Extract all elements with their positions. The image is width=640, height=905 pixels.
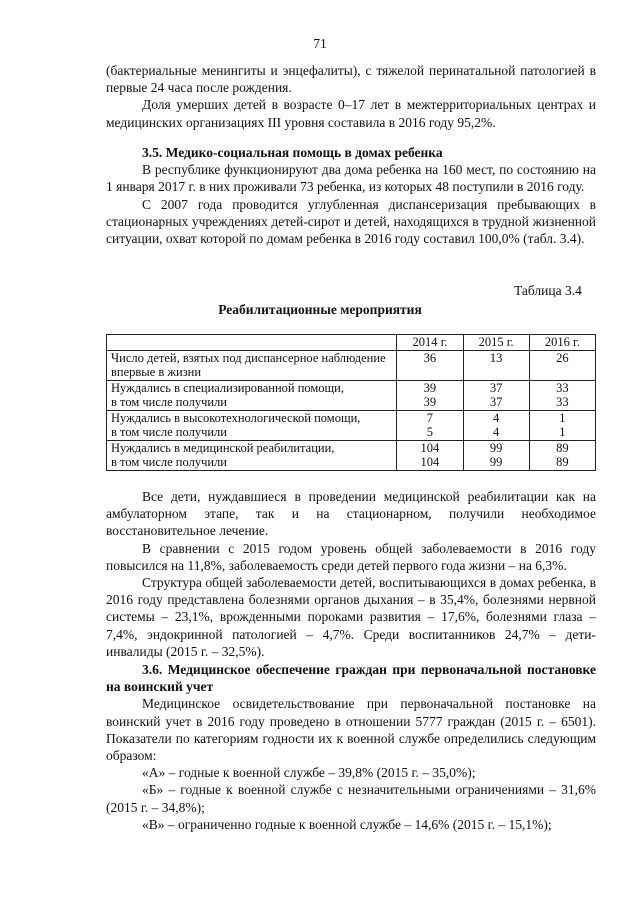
value-sub: 33 <box>556 395 569 409</box>
value-main: 33 <box>556 380 569 395</box>
cell-2014: 36 <box>397 350 463 380</box>
section-3-6-paragraph-1: Медицинское освидетельствование при первоначальной постановке на воинский учет в 2016 году проведено в отношении 5777 граждан (2015 г. – 6501). Показатели по категориям годности их к военной службе определились следующим образом: <box>106 696 596 764</box>
cell-2016: 26 <box>529 350 595 380</box>
row-label-main: Нуждались в высокотехнологической помощи, <box>111 410 361 425</box>
intro-paragraph-2: Доля умерших детей в возрасте 0–17 лет в межтерриториальных центрах и медицинских организациях III уровня составила в 2016 году 95,2%. <box>106 97 596 130</box>
rehabilitation-table <box>106 334 596 471</box>
category-v-item: «В» – ограниченно годные к военной службе – 14,6% (2015 г. – 15,1%); <box>142 816 552 832</box>
cell-2016 <box>529 380 595 410</box>
value-sub: 39 <box>423 395 437 409</box>
cell-2016 <box>529 410 595 440</box>
value-sub: 89 <box>556 455 569 469</box>
after-table-paragraph-1: Все дети, нуждавшиеся в проведении медицинской реабилитации как на амбулаторном этапе, так и на стационарном, получили необходимое восстановительное лечение. <box>106 489 596 539</box>
cell-2015: 13 <box>463 350 529 380</box>
value-main: 37 <box>489 380 503 395</box>
category-a-item: «А» – годные к военной службе – 39,8% (2015 г. – 35,0%); <box>142 765 476 781</box>
value-main: 7 <box>426 410 434 425</box>
header-label-cell <box>107 335 397 351</box>
table-caption: Таблица 3.4 <box>514 283 582 298</box>
row-label-main: Нуждались в специализированной помощи, <box>111 380 345 395</box>
row-label: Число детей, взятых под диспансерное наблюдение впервые в жизни <box>107 350 397 380</box>
section-3-5 <box>106 144 596 247</box>
table-row <box>107 410 596 440</box>
section-3-6 <box>106 661 596 833</box>
row-label-main: Нуждались в медицинской реабилитации, <box>111 440 335 455</box>
value-main: 4 <box>493 410 500 425</box>
after-table-paragraph-2: В сравнении с 2015 годом уровень общей заболеваемости в 2016 году повысился на 11,8%, заболеваемость среди детей первого года жизни – на 6,3%. <box>106 540 596 573</box>
cell-2014 <box>397 440 463 470</box>
row-label <box>107 380 397 410</box>
intro-block <box>106 62 596 131</box>
value-sub: 99 <box>489 455 503 469</box>
page-number: 71 <box>313 36 327 51</box>
value-main: 104 <box>420 440 440 455</box>
row-label <box>107 440 397 470</box>
row-label-sub: в том числе получили <box>111 395 227 409</box>
table-title: Реабилитационные мероприятия <box>218 302 422 317</box>
table-row <box>107 440 596 470</box>
value-sub: 104 <box>420 455 440 469</box>
cell-2014 <box>397 380 463 410</box>
header-year-2014: 2014 г. <box>397 335 463 351</box>
value-sub: 37 <box>489 395 503 409</box>
after-table-block <box>106 488 596 660</box>
value-sub: 1 <box>559 425 566 439</box>
cell-2015 <box>463 380 529 410</box>
table-row <box>107 350 596 380</box>
category-b-item: «Б» – годные к военной службе с незначительными ограничениями – 31,6% (2015 г. – 34,8%); <box>106 782 596 815</box>
table-row <box>107 380 596 410</box>
value-main: 99 <box>489 440 503 455</box>
section-3-6-heading: 3.6. Медицинское обеспечение граждан при первоначальной постановке на воинский учет <box>106 662 596 695</box>
cell-2016 <box>529 440 595 470</box>
section-3-5-paragraph-2: С 2007 года проводится углубленная диспансеризация пребывающих в стационарных учреждениях детей-сирот и детей, находящихся в трудной жизненной ситуации, охват которой по домам ребенка в 2016 году составил 100,0% (табл. 3.4). <box>106 196 596 247</box>
value-sub: 5 <box>426 425 434 439</box>
section-3-5-paragraph-1: В республике функционируют два дома ребенка на 160 мест, по состоянию на 1 января 2017 г. в них проживали 73 ребенка, из которых 48 поступили в 2016 году. <box>106 162 596 195</box>
cell-2015 <box>463 410 529 440</box>
value-sub: 4 <box>493 425 500 439</box>
section-3-5-heading: 3.5. Медико-социальная помощь в домах ребенка <box>142 145 443 160</box>
row-label-sub: в том числе получили <box>111 425 227 439</box>
value-main: 1 <box>559 410 566 425</box>
cell-2015 <box>463 440 529 470</box>
value-main: 39 <box>423 380 437 395</box>
value-main: 89 <box>556 440 569 455</box>
row-label <box>107 410 397 440</box>
header-year-2016: 2016 г. <box>529 335 595 351</box>
header-year-2015: 2015 г. <box>463 335 529 351</box>
after-table-paragraph-3: Структура общей заболеваемости детей, воспитывающихся в домах ребенка, в 2016 году представлена болезнями органов дыхания – в 35,4%, болезнями нервной системы – 23,1%, врожденными пороками развития – 17,6%, болезнями глаза – 7,4%, эндокринной патологией – 4,7%. Среди воспитанников 24,7% – дети-инвалиды (2015 г. – 32,5%). <box>106 575 596 659</box>
cell-2014 <box>397 410 463 440</box>
row-label-sub: в том числе получили <box>111 455 227 469</box>
table-header-row <box>107 335 596 351</box>
intro-paragraph-1: (бактериальные менингиты и энцефалиты), с тяжелой перинатальной патологией в первые 24 часа после рождения. <box>106 63 596 96</box>
